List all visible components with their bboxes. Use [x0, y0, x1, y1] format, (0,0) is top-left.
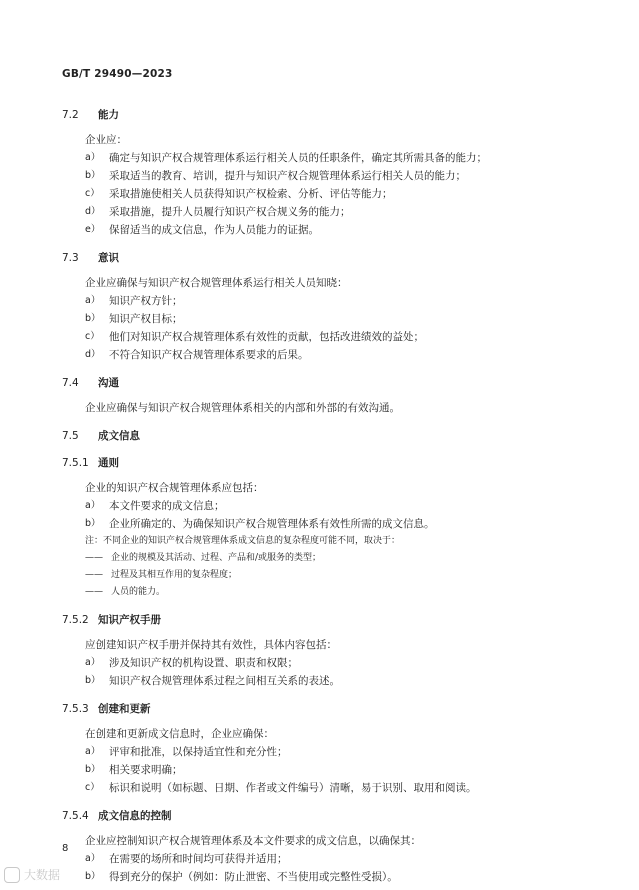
list-marker: b） — [85, 313, 101, 324]
list-marker: b） — [85, 764, 101, 775]
list-item — [85, 761, 639, 779]
list-text: 标识和说明（如标题、日期、作者或文件编号）清晰，易于识别、取用和阅读。 — [109, 782, 477, 794]
note-item — [85, 567, 639, 584]
note-dash: —— — [85, 553, 103, 563]
list-marker: c） — [85, 188, 100, 199]
section-heading-7-2 — [62, 104, 639, 127]
list-item — [85, 167, 639, 185]
list-item — [85, 292, 639, 310]
section-heading-7-5 — [62, 425, 639, 448]
section-number: 7.2 — [62, 109, 79, 121]
note-item — [85, 584, 639, 601]
paragraph: 企业应： — [85, 134, 127, 146]
section-title: 通则 — [98, 457, 119, 469]
list-marker: b） — [85, 170, 101, 181]
list-marker: a） — [85, 657, 101, 668]
document-body — [0, 104, 639, 886]
paragraph: 企业应控制知识产权合规管理体系及本文件要求的成文信息，以确保其： — [85, 835, 421, 847]
list-marker: e） — [85, 224, 101, 235]
note-text: 过程及其相互作用的复杂程度； — [111, 570, 238, 580]
list-text: 相关要求明确； — [109, 764, 183, 776]
list-marker: a） — [85, 295, 101, 306]
list-text: 本文件要求的成文信息； — [109, 500, 225, 512]
list-item — [85, 328, 639, 346]
section-title: 创建和更新 — [98, 703, 151, 715]
section-title: 成文信息的控制 — [98, 810, 172, 822]
section-title: 能力 — [98, 109, 119, 121]
section-number: 7.5.1 — [62, 457, 89, 469]
list-text: 涉及知识产权的机构设置、职责和权限； — [109, 657, 298, 669]
list-marker: b） — [85, 518, 101, 529]
list-text: 得到充分的保护（例如：防止泄密、不当使用或完整性受损）。 — [109, 871, 398, 883]
note-text: 企业的规模及其活动、过程、产品和/或服务的类型； — [111, 553, 322, 563]
list-item — [85, 346, 639, 364]
list-marker: c） — [85, 331, 100, 342]
list-marker: a） — [85, 152, 101, 163]
list-text: 保留适当的成文信息，作为人员能力的证据。 — [109, 224, 319, 236]
section-title: 知识产权手册 — [98, 614, 161, 626]
paragraph: 企业应确保与知识产权合规管理体系运行相关人员知晓： — [85, 277, 348, 289]
page-number: 8 — [62, 843, 69, 854]
list-item — [85, 654, 639, 672]
list-item — [85, 221, 639, 239]
section-heading-7-5-3 — [62, 698, 639, 721]
list-item — [85, 149, 639, 167]
section-heading-7-5-2 — [62, 609, 639, 632]
list-item — [85, 743, 639, 761]
section-title: 沟通 — [98, 377, 119, 389]
list-text: 知识产权方针； — [109, 295, 183, 307]
list-item — [85, 868, 639, 886]
list-marker: a） — [85, 853, 101, 864]
section-number: 7.5 — [62, 430, 79, 442]
section-number: 7.5.2 — [62, 614, 89, 626]
section-heading-7-3 — [62, 247, 639, 270]
list-text: 在需要的场所和时间均可获得并适用； — [109, 853, 288, 865]
section-number: 7.5.4 — [62, 810, 89, 822]
list-marker: b） — [85, 871, 101, 882]
list-item — [85, 185, 639, 203]
list-item — [85, 203, 639, 221]
paragraph: 应创建知识产权手册并保持其有效性，具体内容包括： — [85, 639, 337, 651]
list-item — [85, 779, 639, 797]
standard-code: GB/T 29490—2023 — [62, 68, 173, 80]
list-text: 采取措施使相关人员获得知识产权检索、分析、评估等能力； — [109, 188, 393, 200]
list-marker: c） — [85, 782, 100, 793]
list-item — [85, 850, 639, 868]
section-number: 7.3 — [62, 252, 79, 264]
paragraph: 在创建和更新成文信息时，企业应确保： — [85, 728, 274, 740]
section-heading-7-4 — [62, 372, 639, 395]
note-item — [85, 550, 639, 567]
note: 注：不同企业的知识产权合规管理体系成文信息的复杂程度可能不同，取决于： — [85, 536, 401, 546]
note-dash: —— — [85, 587, 103, 597]
section-title: 意识 — [98, 252, 119, 264]
section-title: 成文信息 — [98, 430, 140, 442]
watermark — [4, 866, 60, 883]
list-text: 采取措施，提升人员履行知识产权合规义务的能力； — [109, 206, 351, 218]
list-text: 他们对知识产权合规管理体系有效性的贡献，包括改进绩效的益处； — [109, 331, 424, 343]
list-marker: b） — [85, 675, 101, 686]
list-item — [85, 310, 639, 328]
section-heading-7-5-4 — [62, 805, 639, 828]
paragraph: 企业应确保与知识产权合规管理体系相关的内部和外部的有效沟通。 — [85, 402, 400, 414]
list-marker: a） — [85, 500, 101, 511]
list-marker: d） — [85, 349, 101, 360]
list-marker: a） — [85, 746, 101, 757]
list-item — [85, 497, 639, 515]
list-marker: d） — [85, 206, 101, 217]
section-number: 7.4 — [62, 377, 79, 389]
watermark-text: 大数据 — [24, 868, 61, 882]
watermark-logo-icon — [4, 867, 20, 883]
section-number: 7.5.3 — [62, 703, 89, 715]
list-text: 企业所确定的、为确保知识产权合规管理体系有效性所需的成文信息。 — [109, 518, 435, 530]
note-dash: —— — [85, 570, 103, 580]
list-item — [85, 672, 639, 690]
list-text: 评审和批准，以保持适宜性和充分性； — [109, 746, 288, 758]
list-item — [85, 515, 639, 533]
list-text: 不符合知识产权合规管理体系要求的后果。 — [109, 349, 309, 361]
list-text: 知识产权合规管理体系过程之间相互关系的表述。 — [109, 675, 340, 687]
section-heading-7-5-1 — [62, 452, 639, 475]
note-text: 人员的能力。 — [111, 587, 166, 597]
list-text: 知识产权目标； — [109, 313, 183, 325]
list-text: 确定与知识产权合规管理体系运行相关人员的任职条件，确定其所需具备的能力； — [109, 152, 487, 164]
paragraph: 企业的知识产权合规管理体系应包括： — [85, 482, 264, 494]
list-text: 采取适当的教育、培训，提升与知识产权合规管理体系运行相关人员的能力； — [109, 170, 466, 182]
